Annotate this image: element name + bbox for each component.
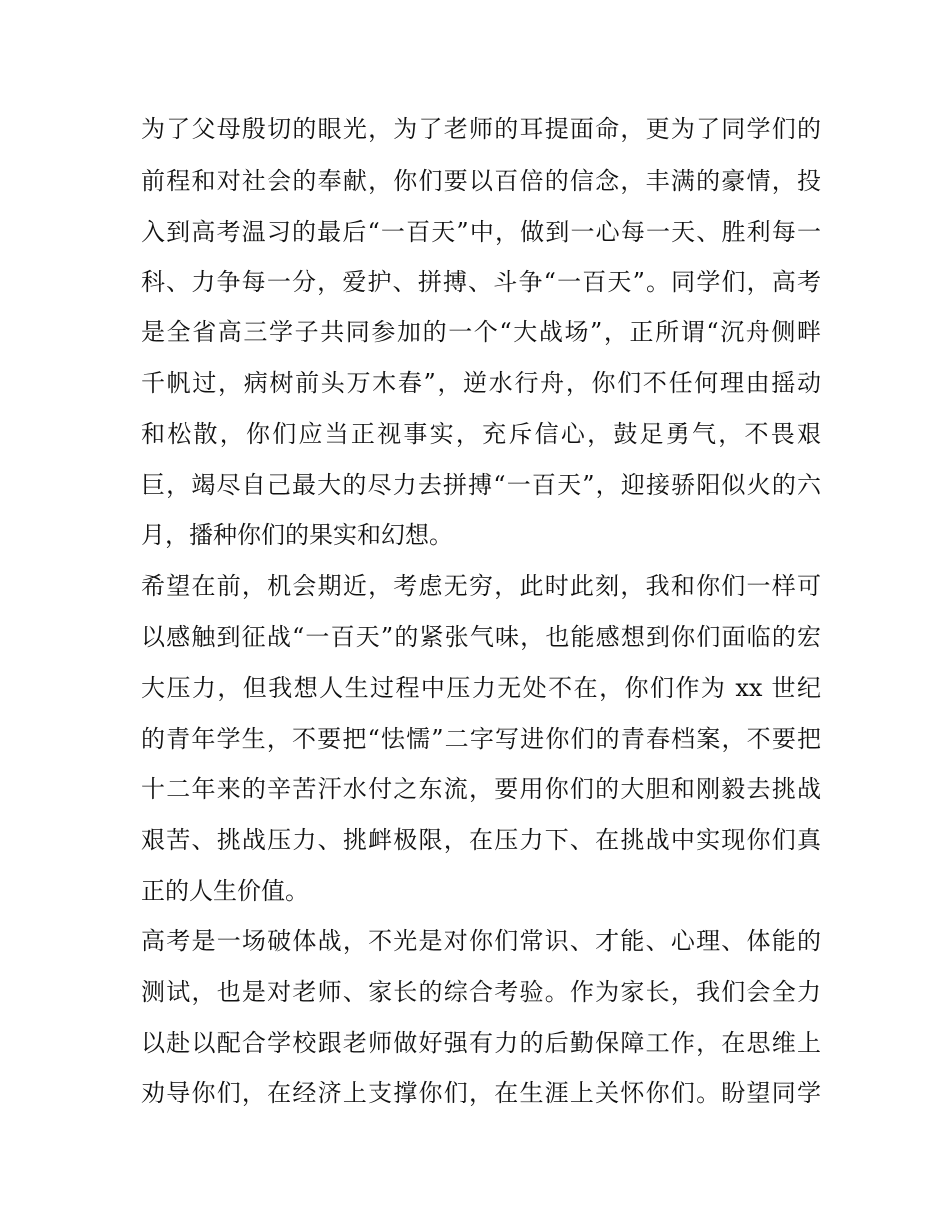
text-line: 前程和对社会的奉献，你们要以百倍的信念，丰满的豪情，投 xyxy=(141,167,821,195)
text-line: 和松散，你们应当正视事实，充斥信心，鼓足勇气，不畏艰 xyxy=(141,420,821,448)
text-line: 劝导你们，在经济上支撑你们，在生涯上关怀你们。盼望同学 xyxy=(141,1079,821,1107)
text-line: 大压力，但我想人生过程中压力无处不在，你们作为 xx 世纪 xyxy=(141,674,821,702)
text-line: 为了父母殷切的眼光，为了老师的耳提面命，更为了同学们的 xyxy=(141,115,821,143)
text-line: 是全省高三学子共同参加的一个“大战场”，正所谓“沉舟侧畔 xyxy=(141,318,821,346)
text-line: 月，播种你们的果实和幻想。 xyxy=(141,521,453,549)
text-line: 十二年来的辛苦汗水付之东流，要用你们的大胆和刚毅去挑战 xyxy=(141,775,821,803)
text-line: 的青年学生，不要把“怯懦”二字写进你们的青春档案，不要把 xyxy=(141,725,821,753)
text-line: 科、力争每一分，爱护、拼搏、斗争“一百天”。同学们，高考 xyxy=(141,268,821,296)
text-line: 巨，竭尽自己最大的尽力去拼搏“一百天”，迎接骄阳似火的六 xyxy=(141,471,821,499)
text-line: 千帆过，病树前头万木春”，逆水行舟，你们不任何理由摇动 xyxy=(141,369,821,397)
text-line: 正的人生价值。 xyxy=(141,877,309,905)
text-line: 测试，也是对老师、家长的综合考验。作为家长，我们会全力 xyxy=(141,978,821,1006)
text-line: 以感触到征战“一百天”的紧张气味，也能感想到你们面临的宏 xyxy=(141,623,821,651)
text-line: 希望在前，机会期近，考虑无穷，此时此刻，我和你们一样可 xyxy=(141,572,821,600)
text-line: 以赴以配合学校跟老师做好强有力的后勤保障工作，在思维上 xyxy=(141,1029,821,1057)
text-line: 艰苦、挑战压力、挑衅极限，在压力下、在挑战中实现你们真 xyxy=(141,826,821,854)
text-line: 高考是一场破体战，不光是对你们常识、才能、心理、体能的 xyxy=(141,927,821,955)
text-line: 入到高考温习的最后“一百天”中，做到一心每一天、胜利每一 xyxy=(141,218,821,246)
